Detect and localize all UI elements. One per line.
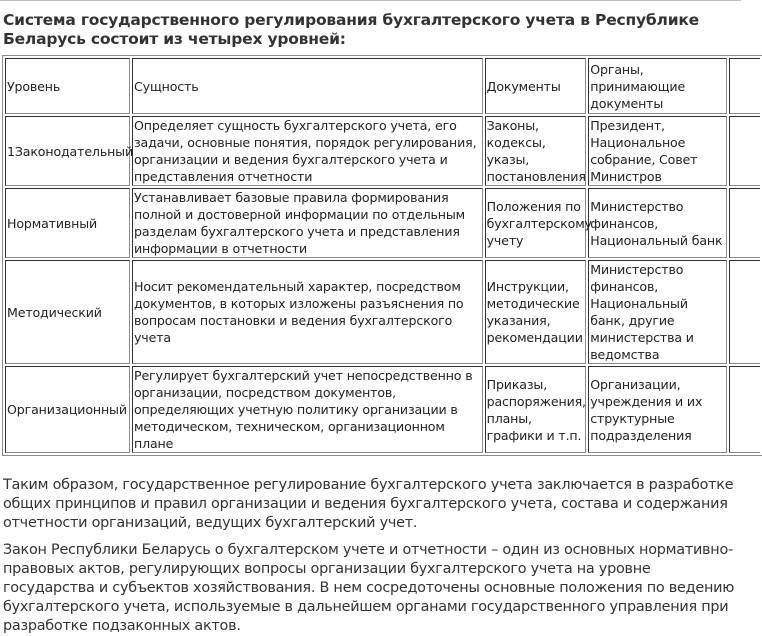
cell-documents: Положения по бухгалтерскому учету — [485, 188, 587, 258]
top-divider — [0, 0, 741, 1]
page-heading: Система государственного регулирования бухгалтерского учета в Республике Беларусь состоит из четырех уровней: — [3, 11, 699, 48]
levels-table-container — [2, 55, 762, 456]
cell-bodies: Президент, Национальное собрание, Совет Министров — [588, 116, 727, 186]
cell-bodies: Министерство финансов, Национальный банк — [588, 188, 727, 258]
header-level: Уровень — [5, 58, 130, 114]
cell-bodies: Организации, учреждения и их структурные подразделения — [588, 366, 727, 453]
table-row — [5, 260, 760, 364]
cell-essence: Устанавливает базовые правила формирования полной и достоверной информации по отдельным разделам бухгалтерского учета и представления информации в отчетности — [132, 188, 483, 258]
cell-documents: Приказы, распоряжения, планы, графики и т.п. — [485, 366, 587, 453]
cell-level: 1Законодательный — [5, 116, 130, 186]
cell-documents: Законы, кодексы, указы, постановления — [486, 118, 586, 184]
summary-paragraph: Таким образом, государственное регулирование бухгалтерского учета заключается в разработке общих принципов и правил организации и ведения бухгалтерского учета, состава и содержания отчетности организаций, ведущих бухгалтерский учет. — [3, 477, 734, 531]
header-documents: Документы — [485, 58, 587, 114]
cell-extra — [729, 116, 760, 186]
cell-bodies: Министерство финансов, Национальный банк, другие министерства и ведомства — [588, 260, 727, 364]
cell-essence: Определяет сущность бухгалтерского учета, его задачи, основные понятия, порядок регулирования, организации и ведения бухгалтерского учета и представления отчетности — [132, 116, 483, 186]
cell-level: Методический — [5, 260, 130, 364]
cell-essence: Регулирует бухгалтерский учет непосредственно в организации, посредством документов, определяющих учетную политику организации в методическом, техническом, организационном плане — [132, 366, 483, 453]
law-paragraph: Закон Республики Беларусь о бухгалтерском учете и отчетности – один из основных нормативно-правовых актов, регулирующих вопросы организации бухгалтерского учета на уровне государства и субъектов хозяйствования. В нем сосредоточены основные положения по ведению бухгалтерского учета, используемые в дальнейшем органами государственного управления при разработке подзаконных актов. — [3, 542, 735, 634]
regulation-levels-table — [2, 55, 762, 456]
header-extra — [729, 58, 760, 114]
cell-essence: Носит рекомендательный характер, посредством документов, в которых изложены разъяснения по вопросам постановки и ведения бухгалтерского учета — [132, 260, 483, 364]
table-row — [5, 188, 760, 258]
cell-extra — [729, 188, 760, 258]
cell-documents: Инструкции, методические указания, рекомендации — [485, 260, 587, 364]
cell-level: Организационный — [5, 366, 130, 453]
table-row — [5, 116, 760, 186]
header-bodies: Органы, принимающие документы — [588, 58, 727, 114]
header-essence: Сущность — [132, 58, 483, 114]
cell-extra — [729, 260, 760, 364]
table-row — [5, 366, 760, 453]
cell-extra — [729, 366, 760, 453]
cell-level: Нормативный — [5, 188, 130, 258]
table-header-row — [5, 58, 760, 114]
